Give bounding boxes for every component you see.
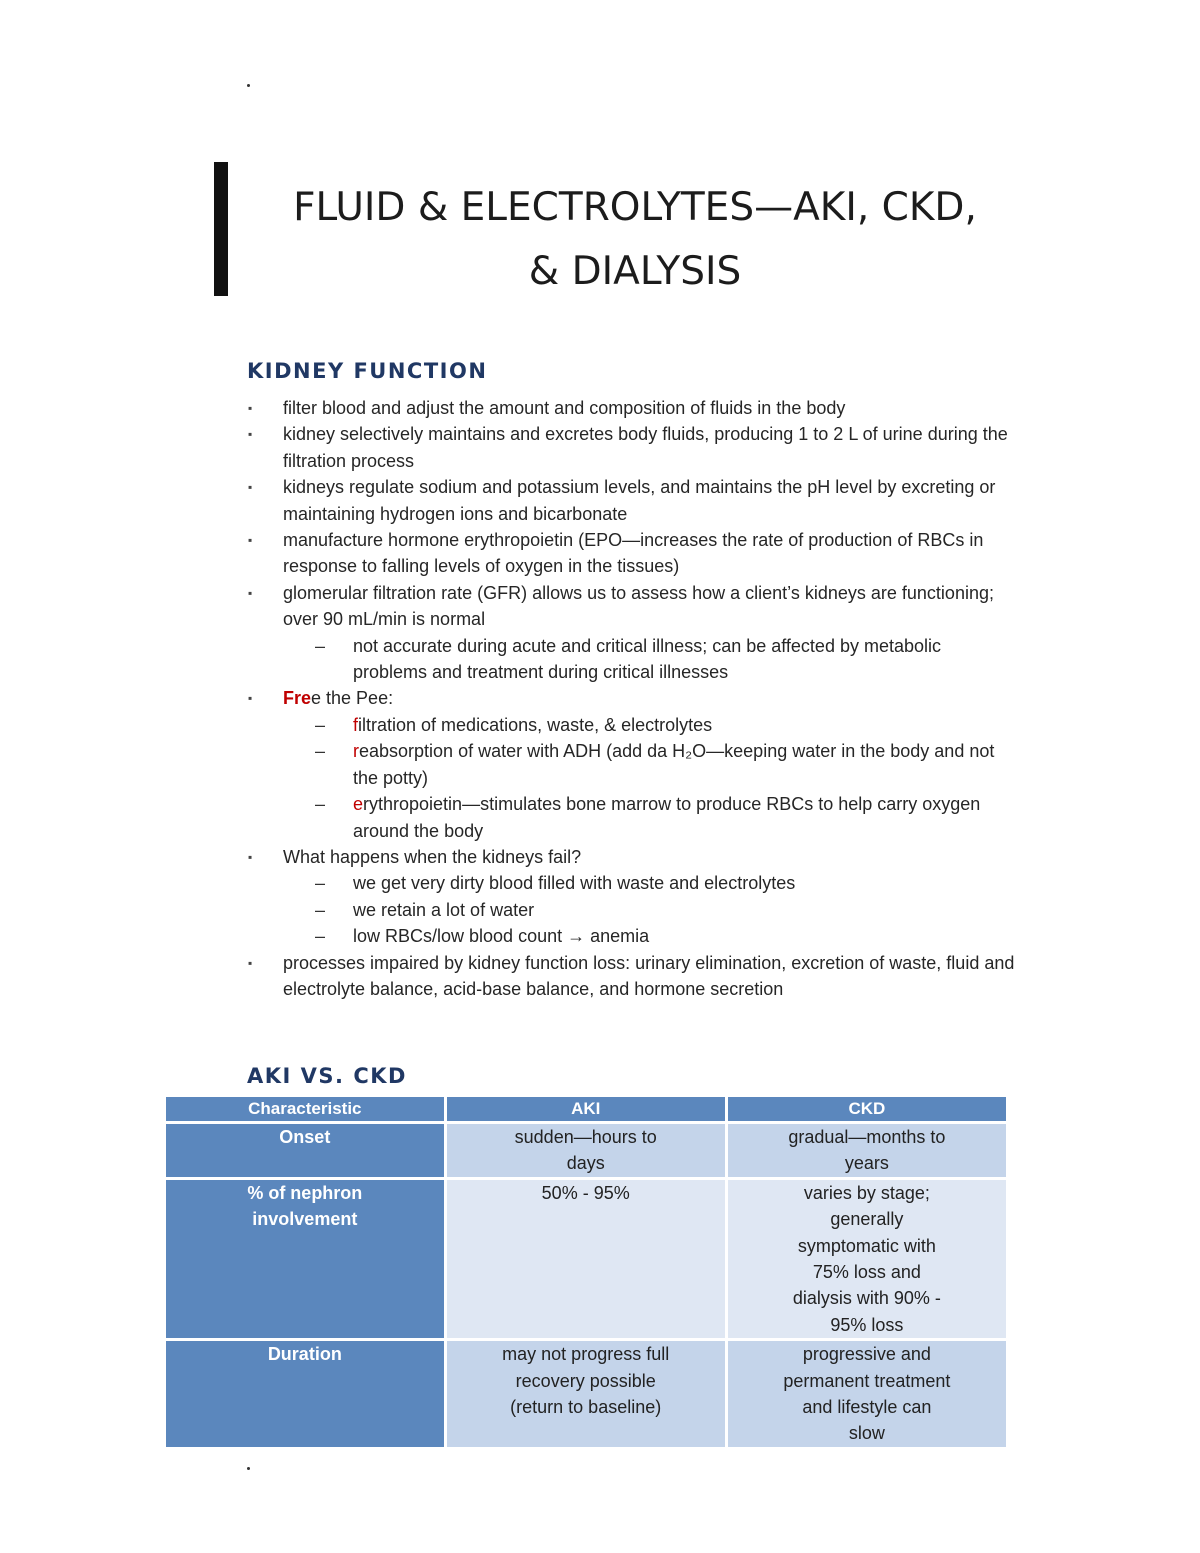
title-accent-bar <box>214 162 228 296</box>
dash-icon: – <box>315 635 326 656</box>
dash-icon: – <box>315 899 326 920</box>
list-item: ▪ glomerular filtration rate (GFR) allows us to assess how a client’s kidneys are functioning; over 90 mL/min is normal – not accurate during acute and critical illness; can be affected by metabolic problems and treatment during critical illnesses <box>240 580 1020 686</box>
sub-list-item: – erythropoietin—stimulates bone marrow to produce RBCs to help carry oxygen around the body <box>283 791 1020 844</box>
list-item: ▪ processes impaired by kidney function loss: urinary elimination, excretion of waste, fluid and electrolyte balance, acid-base balance, and hormone secretion <box>240 950 1020 1003</box>
table-header-row <box>166 1097 1006 1121</box>
mnemonic-letter: f <box>353 714 359 735</box>
mnemonic-letter: e <box>353 794 364 815</box>
dash-icon: – <box>315 714 326 735</box>
dash-icon: – <box>315 741 326 762</box>
table-cell: progressive and permanent treatment and lifestyle can slow <box>728 1341 1006 1447</box>
aki-vs-ckd-heading: AKI VS. CKD <box>247 1064 407 1088</box>
row-label: % of nephron involvement <box>166 1180 444 1338</box>
sub-list <box>283 633 1020 686</box>
column-header: Characteristic <box>166 1097 444 1121</box>
page-title-line-2: & DIALYSIS <box>528 249 742 294</box>
aki-vs-ckd-table <box>163 1094 1009 1450</box>
mnemonic-sub-list <box>283 712 1020 844</box>
page-title <box>250 176 1020 304</box>
table-row <box>166 1341 1006 1447</box>
sub-list-item: – not accurate during acute and critical illness; can be affected by metabolic problems and treatment during critical illnesses <box>283 633 1020 686</box>
page-title-line-1: FLUID & ELECTROLYTES—AKI, CKD, <box>293 185 977 230</box>
bullet-icon: ▪ <box>248 480 253 495</box>
table-row <box>166 1124 1006 1177</box>
table-cell: may not progress full recovery possible (return to baseline) <box>447 1341 725 1447</box>
table-cell: 50% - 95% <box>447 1180 725 1338</box>
table-cell: varies by stage; generally symptomatic with 75% loss and dialysis with 90% - 95% loss <box>728 1180 1006 1338</box>
column-header: CKD <box>728 1097 1006 1121</box>
dash-icon: – <box>315 873 326 894</box>
mnemonic-highlight: Fre <box>283 688 312 709</box>
column-header: AKI <box>447 1097 725 1121</box>
bullet-icon: ▪ <box>248 427 253 442</box>
bullet-icon: ▪ <box>248 849 253 864</box>
page-marker-bottom <box>247 1467 250 1470</box>
bullet-icon: ▪ <box>248 401 253 415</box>
list-item: ▪ manufacture hormone erythropoietin (EPO—increases the rate of production of RBCs in response to falling levels of oxygen in the tissues) <box>240 527 1020 580</box>
sub-list-item: – we retain a lot of water <box>283 897 1020 923</box>
sub-list-item: – we get very dirty blood filled with waste and electrolytes <box>283 870 1020 896</box>
row-label: Onset <box>166 1124 444 1177</box>
page-marker-top <box>247 84 250 87</box>
mnemonic-letter: r <box>353 741 359 762</box>
dash-icon: – <box>315 926 326 947</box>
kidney-function-heading: KIDNEY FUNCTION <box>247 359 488 383</box>
list-item: ▪ kidneys regulate sodium and potassium levels, and maintains the pH level by excreting or maintaining hydrogen ions and bicarbonate <box>240 474 1020 527</box>
table-row <box>166 1180 1006 1338</box>
list-item: ▪ filter blood and adjust the amount and composition of fluids in the body <box>240 395 1020 421</box>
row-label: Duration <box>166 1341 444 1447</box>
bullet-icon: ▪ <box>248 691 253 706</box>
dash-icon: – <box>315 794 326 815</box>
sub-list <box>283 870 1020 949</box>
list-item: ▪ What happens when the kidneys fail? – we get very dirty blood filled with waste and electrolytes – we retain a lot of water – low RBCs/low blood count → anemia <box>240 844 1020 950</box>
sub-list-item: – filtration of medications, waste, & electrolytes <box>283 712 1020 738</box>
kidney-function-list <box>240 395 1020 1002</box>
table-cell: sudden—hours to days <box>447 1124 725 1177</box>
table-cell: gradual—months to years <box>728 1124 1006 1177</box>
sub-list-item: – low RBCs/low blood count → anemia <box>283 923 1020 949</box>
bullet-icon: ▪ <box>248 533 253 548</box>
list-item-free-the-pee: ▪ Free the Pee: – filtration of medications, waste, & electrolytes – reabsorption of water with ADH (add da H₂O—keeping water in the body and not the potty) – erythropoietin—stimulates bone marrow to produce RBCs to help carry oxygen around the body <box>240 685 1020 843</box>
sub-list-item: – reabsorption of water with ADH (add da H₂O—keeping water in the body and not the potty) <box>283 738 1020 791</box>
list-item: ▪ kidney selectively maintains and excretes body fluids, producing 1 to 2 L of urine during the filtration process <box>240 421 1020 474</box>
bullet-icon: ▪ <box>248 955 253 970</box>
bullet-icon: ▪ <box>248 585 253 600</box>
